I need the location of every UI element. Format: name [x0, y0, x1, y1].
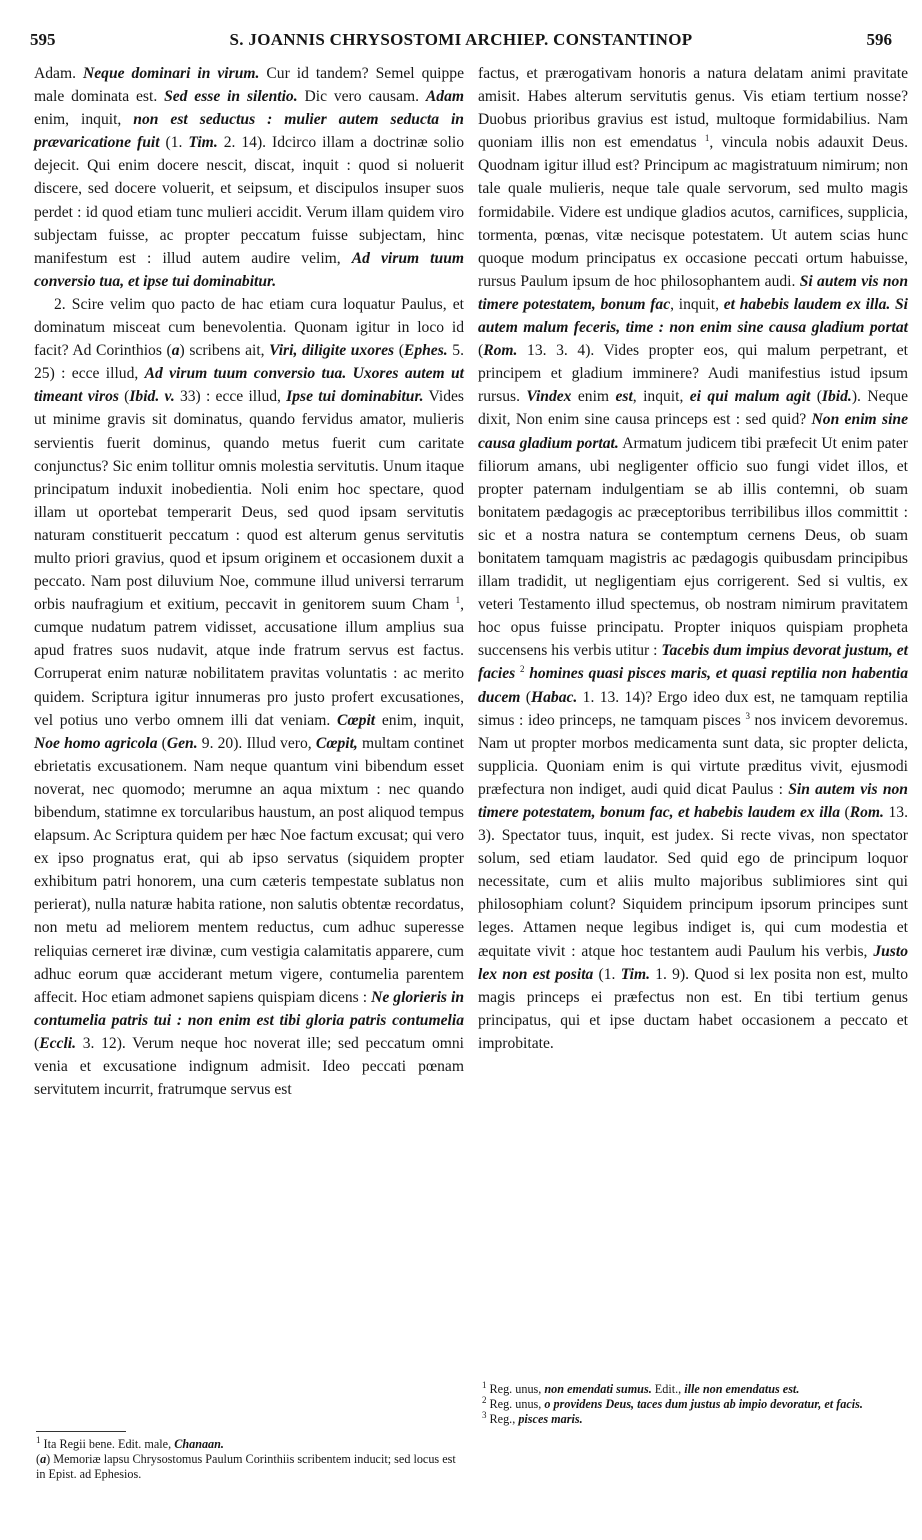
italic-run: non est seductus : mulier autem seducta in prævaricatione fuit: [34, 111, 464, 152]
text-run: 13. 3). Spectator tuus, inquit, est judex. Si recte vivas, non spectator solum, sed etiam laudator. Sed quid ego de principum loquor necessitate, cum et aliis multo majoribus sublimiores sint qui philosophiam colunt? Siquidem principum ipsorum principes sunt leges. Attamen neque legibus indiget is, qui cum modestia et æquitate vivit : atque hoc testantem audi Paulum his verbis,: [478, 804, 908, 960]
text-run: (: [520, 688, 531, 706]
text-run: 13. 3. 4). Vides propter eos, qui malum perpetrant, et principem et gladium imminere? Audi manifestius istud ipsum rursus.: [478, 342, 908, 406]
italic-run: Vindex: [526, 388, 572, 406]
text-run: nos invicem devoremus. Nam ut propter morbos medicamenta sunt data, sic propter delicta, supplicia. Quoniam enim is qui virtute præditus vivit, ejusmodi præfectura non indiget, audi quid dicat Paulus :: [478, 711, 908, 798]
footnote-marker: 1: [704, 133, 710, 144]
text-run: Dic vero causam.: [297, 88, 426, 106]
text-run: (: [840, 804, 850, 821]
text-run: Edit.,: [651, 1382, 685, 1396]
italic-run: Cœpit,: [315, 734, 358, 752]
text-run: 2. 14). Idcirco illam a doctrinæ solio dejecit. Qui enim docere nescit, discat, inquit : quod si noluerit discere, sed docere voluerit, et seipsum, et discipulos insuper suos perdet : id quod etiam tunc mulieri accidit. Verum illam quidem viro subjectam fuisse, ac propter peccatum fuisse subjectam, hinc manifestum est : illud autem audire velim,: [34, 134, 464, 267]
italic-run: Tim.: [620, 965, 650, 983]
footnotes-right: [482, 1379, 902, 1427]
text-run: enim, inquit,: [34, 111, 134, 129]
italic-run: Cœpit: [337, 711, 376, 729]
footnotes-left: [36, 1434, 462, 1482]
italic-run: Adam: [425, 88, 464, 106]
text-run: , inquit,: [670, 295, 724, 313]
italic-run: Ne glorieris in contumelia patris tui : non enim est tibi gloria patris contumelia: [34, 988, 465, 1029]
italic-run: Neque dominari in virum.: [82, 65, 260, 82]
text-run: Reg.,: [486, 1412, 519, 1426]
italic-run: ei qui malum agit: [689, 388, 811, 406]
text-run: (1.: [593, 965, 621, 983]
text-run: Adam.: [34, 65, 83, 82]
italic-run: Non enim sine causa gladium portat.: [478, 411, 908, 452]
running-header: [26, 30, 896, 60]
italic-run: Viri, diligite uxores: [269, 342, 395, 360]
italic-run: Chanaan.: [174, 1437, 224, 1451]
text-run: 2. Scire velim quo pacto de hac etiam cura loquatur Paulus, et dominatum misceat cum benevolentia. Quonam igitur in loco id facit? Ad Corinthios (: [34, 295, 464, 360]
italic-run: Tim.: [188, 134, 218, 152]
italic-run: Ad virum tuum conversio tua. Uxores autem ut timeant viros: [34, 365, 465, 406]
italic-run: Sin autem vis non timere potestatem, bonum fac, et habebis laudem ex illa: [478, 780, 908, 821]
italic-run: Habac.: [530, 688, 578, 706]
text-run: (: [394, 342, 404, 360]
italic-run: Eccli.: [39, 1034, 77, 1052]
page-number-left: 595: [30, 30, 56, 49]
footnote: [482, 1409, 902, 1427]
text-run: ) Memoriæ lapsu Chrysostomus Paulum Corinthiis scribentem inducit; sed locus est in Epist. ad Ephesios.: [36, 1452, 456, 1481]
paragraph: [34, 293, 464, 1101]
page-number-right: 596: [866, 30, 892, 49]
right-column: [478, 62, 908, 1055]
text-run: (: [36, 1452, 41, 1466]
text-run: Vides ut minime gravis sit dominatus, quando fervidus amator, mulieris servientis fuerit dominus, quando metus fuerit cum caritate conjunctus? Sic enim tollitur omnis molestia servitutis. Unum itaque principatum induxit inobedientia. Noli enim hoc spectare, quod illam ut oportebat temperarit Deus, sed quod ipsam servitutis naturam constituerit peccatum : quod est alterum genus servitutis multo priori gravius, quod et ipsum originem et occasionem duxit a peccato. Nam post diluvium Noe, commune illud universi terrarum orbis naufragium et exitium, peccavit in genitorem suum Cham: [34, 388, 464, 614]
text-run: Reg. unus,: [486, 1397, 545, 1411]
italic-run: ille non emendatus est.: [684, 1382, 800, 1396]
footnote-marker: 3: [482, 1409, 487, 1420]
italic-run: Ibid.: [821, 388, 852, 406]
text-run: 33) : ecce illud,: [174, 388, 287, 406]
text-run: Reg. unus,: [486, 1382, 545, 1396]
running-title: S. JOANNIS CHRYSOSTOMI ARCHIEP. CONSTANTINOP: [229, 30, 693, 49]
italic-run: Sed esse in silentio.: [164, 88, 298, 106]
text-run: factus, et prærogativam honoris a natura delatam animi pravitate amisit. Habes alterum servitutis genus. Vis etiam tertium nosse? Duobus prioribus gravius est istud, multoque formidabilius. Nam quoniam illis non est emendatus: [478, 65, 908, 152]
text-run: (1.: [159, 134, 189, 152]
text-run: Ita Regii bene. Edit. male,: [40, 1437, 175, 1451]
italic-run: Justo lex non est posita: [478, 942, 908, 983]
italic-run: Rom.: [483, 342, 518, 360]
text-run: multam continet ebrietatis excusationem. Nam neque quantum vini bibendum esset noverat, nec quomodo; merumne an aqua mixtum : nec quando bibendum, statimne ex torcularibus haustum, an post aliquod tempus elapsum. Ac Scriptura quidem per hæc Noe factum excusat; qui vero ex ipso prognatus erat, qui ab ipso servatus (siquidem propter exhibitum patri honorem, una cum cæteris tempestate sublatus non perierat), nulla naturæ habita ratione, non salutis obtentæ recordatus, non metu ad meliorem mentem reductus, cum adhuc superesse reliquias cerneret iræ divinæ, cum vestigia calamitatis apparere, cum adhuc eorum quæ acciderant metum vigere, contumelia parentem affecit. Hoc etiam admonet sapiens quispiam dicens :: [34, 734, 465, 1006]
footnote-marker: 1: [455, 594, 461, 605]
footnote-marker: 2: [482, 1394, 487, 1405]
italic-run: Ipse tui dominabitur.: [286, 388, 424, 406]
text-run: (: [157, 734, 167, 752]
text-run: Cur id tandem? Semel quippe male dominata est.: [34, 65, 465, 106]
text-run: (: [34, 1034, 40, 1052]
italic-run: Ad virum tuum conversio tua, et ipse tui dominabitur.: [34, 249, 464, 290]
italic-run: Gen.: [166, 734, 198, 752]
text-run: 3. 12). Verum neque hoc noverat ille; sed peccatum omni venia et excusatione indignum admisit. Ideo peccati pœnam servitutem incurrit, fratrumque servus est: [34, 1034, 464, 1099]
italic-run: Ephes.: [403, 342, 448, 360]
text-run: ). Neque dixit, Non enim sine causa princeps est : sed quid?: [478, 388, 909, 429]
footnote-marker: 3: [745, 710, 750, 721]
paragraph: [478, 62, 908, 1055]
text-run: Armatum judicem tibi præfecit Ut enim pater filiorum amans, ubi negligenter officio suo fungi videt illos, et propter paternam indulgentiam se ab illis contemni, ob suam bonitatem pædagogis ac præceptoribus terribilibus illos committit : sic et a nostra natura se contemptum cernens Deus, ob suam bonitatem tamquam magistris ac pædagogis quibusdam principibus illam tradidit, ut negligentiam ejus corrigerent. Sed si vultis, ex veteri Testamento illud spectemus, ob nostram nimirum pravitatem hoc opus fuisse principatu. Propter iniquos quispiam propheta succensens his verbis utitur :: [478, 434, 908, 660]
italic-run: Si autem vis non timere potestatem, bonum fac: [478, 272, 908, 313]
text-run: 5. 25) : ecce illud,: [34, 342, 465, 383]
footnote: [482, 1379, 902, 1397]
text-run: ) scribens ait,: [179, 342, 270, 360]
italic-run: a: [40, 1452, 47, 1466]
footnote: [482, 1394, 902, 1412]
text-run: , inquit,: [632, 388, 690, 406]
paragraph: [34, 62, 464, 293]
italic-run: et habebis laudem ex illa. Si autem malum feceris, time : non enim sine causa gladium portat: [478, 295, 908, 337]
text-run: 9. 20). Illud vero,: [197, 734, 316, 752]
italic-run: homines quasi pisces maris, et quasi reptilia non habentia ducem: [478, 665, 908, 706]
italic-run: o providens Deus, taces dum justus ab impio devoratur, et facis.: [544, 1397, 863, 1411]
text-run: 1. 13. 14)? Ergo ideo dux est, ne tamquam reptilia simus : ideo princeps, ne tamquam pisces: [478, 688, 908, 729]
text-run: , cumque nudatum patrem vidisset, accusatione illum amplius sua apud fratres suos nudavit, atque inde fratrum servus est factus. Corruperat enim naturæ nobilitatem pravitas voluntatis : ac merito quidem. Scriptura igitur innumeras pro justo profert excusationes, vel potius uno verbo omnem illi dat veniam.: [34, 596, 464, 729]
left-column: [34, 62, 464, 1101]
text-run: enim: [571, 388, 616, 406]
italic-run: est: [615, 388, 633, 406]
italic-run: a: [171, 342, 180, 360]
text-run: (: [478, 342, 484, 360]
text-run: enim, inquit,: [375, 711, 464, 729]
text-run: 1. 9). Quod si lex posita non est, multo magis princeps ei præfectus non est. En tibi tertium genus principatus, qui et ipse ductam habet occasionem a peccato et improbitate.: [478, 965, 908, 1052]
italic-run: Tacebis dum impius devorat justum, et facies: [478, 642, 908, 683]
footnote-marker: 1: [36, 1434, 41, 1445]
italic-run: Noe homo agricola: [34, 734, 158, 752]
footnote: [36, 1434, 462, 1452]
text-run: (: [118, 388, 130, 406]
footnote-marker: 1: [482, 1379, 487, 1390]
italic-run: Rom.: [849, 804, 884, 821]
text-run: , vincula nobis adauxit Deus. Quodnam igitur illud est? Principum ac magistratuum nimirum; non tale quale mulieris, neque tale quale servorum, sed multo magis formidabile. Videre est undique gladios acutos, carnifices, supplicia, tormenta, pœnas, vitæ necisque potestatem. Ut autem scias hunc quoque modum principatus ex occasione peccati ortum habuisse, rursus Paulum ipsum de hoc philosophantem audi.: [478, 134, 909, 290]
italic-run: pisces maris.: [518, 1412, 583, 1426]
footnote: [36, 1452, 462, 1482]
italic-run: non emendati sumus.: [544, 1382, 652, 1396]
footnote-marker: 2: [519, 664, 525, 675]
text-run: (: [810, 388, 822, 406]
italic-run: Ibid. v.: [129, 388, 175, 406]
footnote-rule-left: [36, 1431, 126, 1432]
